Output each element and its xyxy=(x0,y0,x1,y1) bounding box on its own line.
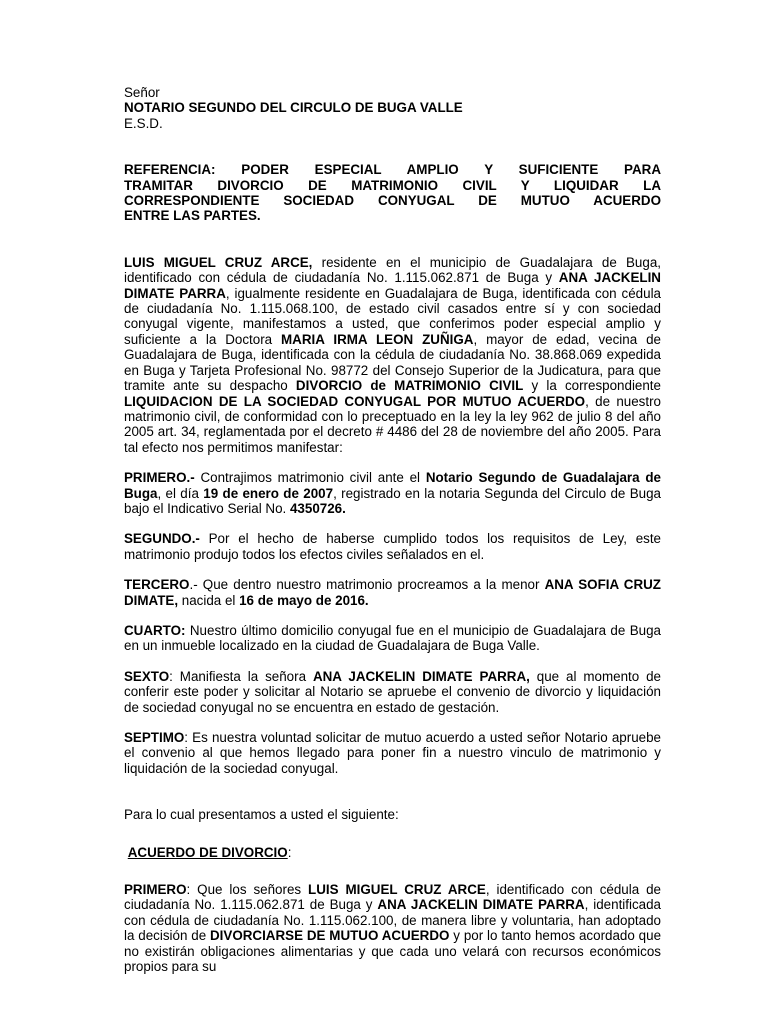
clause-primero: PRIMERO.- Contrajimos matrimonio civil ante el Notario Segundo de Guadalajara de Buga, el día 19 de enero de 2007, registrado en la notaria Segunda del Circulo de Buga bajo el Indicativo Serial No. 4350726. xyxy=(124,470,661,516)
clause-cuarto: CUARTO: Nuestro último domicilio conyugal fue en el municipio de Guadalajara de Buga en un inmueble localizado en la ciudad de Guadalajara de Buga Valle. xyxy=(124,622,661,654)
clause-label: SEGUNDO.- xyxy=(124,531,200,547)
clause-sexto: SEXTO: Manifiesta la señora ANA JACKELIN DIMATE PARRA, que al momento de conferir este poder y solicitar al Notario se apruebe el convenio de divorcio y liquidación de sociedad conyugal no se encuentra en estado de gestación. xyxy=(124,668,662,715)
reference-block xyxy=(124,162,661,224)
clause-label: CUARTO: xyxy=(124,622,186,638)
reference-line: ENTRE LAS PARTES. xyxy=(124,208,261,224)
clause-septimo: SEPTIMO: Es nuestra voluntad solicitar de mutuo acuerdo a usted señor Notario apruebe el convenio al que hemos llegado para poner fin a nuestro vinculo de matrimonio y liquidación de la sociedad conyugal. xyxy=(124,730,661,776)
clause-tercero: TERCERO.- Que dentro nuestro matrimonio procreamos a la menor ANA SOFIA CRUZ DIMATE, nacida el 16 de mayo de 2016. xyxy=(124,577,661,608)
grantor-name: ANA JACKELIN DIMATE PARRA xyxy=(124,270,661,301)
recipient: NOTARIO SEGUNDO DEL CIRCULO DE BUGA VALLE xyxy=(124,100,463,116)
reference-line: CORRESPONDIENTE SOCIEDAD CONYUGAL DE MUTUO ACUERDO xyxy=(124,193,661,209)
agreement-title: ACUERDO DE DIVORCIO xyxy=(127,844,288,860)
clause-segundo: SEGUNDO.- Por el hecho de haberse cumplido todos los requisitos de Ley, este matrimonio produjo todos los efectos civiles señalados en el. xyxy=(124,531,661,562)
clause-label: PRIMERO xyxy=(124,882,187,898)
document-body xyxy=(124,85,661,974)
reference-line: TRAMITAR DIVORCIO DE MATRIMONIO CIVIL Y LIQUIDAR LA xyxy=(124,177,661,193)
greeting: Señor xyxy=(124,85,160,100)
clause-label: SEPTIMO xyxy=(124,730,185,745)
clause-label: PRIMERO.- xyxy=(124,470,195,486)
clause-label: TERCERO xyxy=(124,577,190,593)
divorce-term: DIVORCIO de MATRIMONIO CIVIL xyxy=(295,378,524,394)
agreement-heading: ACUERDO DE DIVORCIO: xyxy=(127,844,292,860)
liquidation-term: LIQUIDACION DE LA SOCIEDAD CONYUGAL POR MUTUO ACUERDO xyxy=(124,393,586,409)
reference-line: REFERENCIA: PODER ESPECIAL AMPLIO Y SUFICIENTE PARA xyxy=(124,162,661,178)
esd: E.S.D. xyxy=(124,115,163,131)
presentation-line: Para lo cual presentamos a usted el siguiente: xyxy=(124,807,399,823)
grantor-name: LUIS MIGUEL CRUZ ARCE, xyxy=(124,254,313,270)
intro-paragraph: LUIS MIGUEL CRUZ ARCE, residente en el municipio de Guadalajara de Buga, identificado con cédula de ciudadanía No. 1.115.062.871 de Buga y ANA JACKELIN DIMATE PARRA, igualmente residente en Guadalajara de Buga, identificada con cédula de ciudadanía No. 1.115.068.100, de estado civil casados entre sí y con sociedad conyugal vigente, manifestamos a usted, que conferimos poder especial amplio y suficiente a la Doctora MARIA IRMA LEON ZUÑIGA, mayor de edad, vecina de Guadalajara de Buga, identificada con la cédula de ciudadanía No. 38.868.069 expedida en Buga y Tarjeta Profesional No. 98772 del Consejo Superior de la Judicatura, para que tramite ante su despacho DIVORCIO de MATRIMONIO CIVIL y la correspondiente LIQUIDACION DE LA SOCIEDAD CONYUGAL POR MUTUO ACUERDO, de nuestro matrimonio civil, de conformidad con lo preceptuado en la ley la ley 962 de julio 8 del año 2005 art. 34, reglamentada por el decreto # 4486 del 28 de noviembre del año 2005. Para tal efecto nos permitimos manifestar: xyxy=(124,254,661,455)
agreement-clause-primero: PRIMERO: Que los señores LUIS MIGUEL CRUZ ARCE, identificado con cédula de ciudadanía No. 1.115.062.871 de Buga y ANA JACKELIN DIMATE PARRA, identificada con cédula de ciudadanía No. 1.115.062.100, de manera libre y voluntaria, han adoptado la decisión de DIVORCIARSE DE MUTUO ACUERDO y por lo tanto hemos acordado que no existirán obligaciones alimentarias y que cada uno velará con recursos económicos propios para su xyxy=(124,882,662,975)
attorney-name: MARIA IRMA LEON ZUÑIGA xyxy=(281,331,474,347)
address-block xyxy=(124,85,661,131)
clause-label: SEXTO xyxy=(124,668,170,684)
